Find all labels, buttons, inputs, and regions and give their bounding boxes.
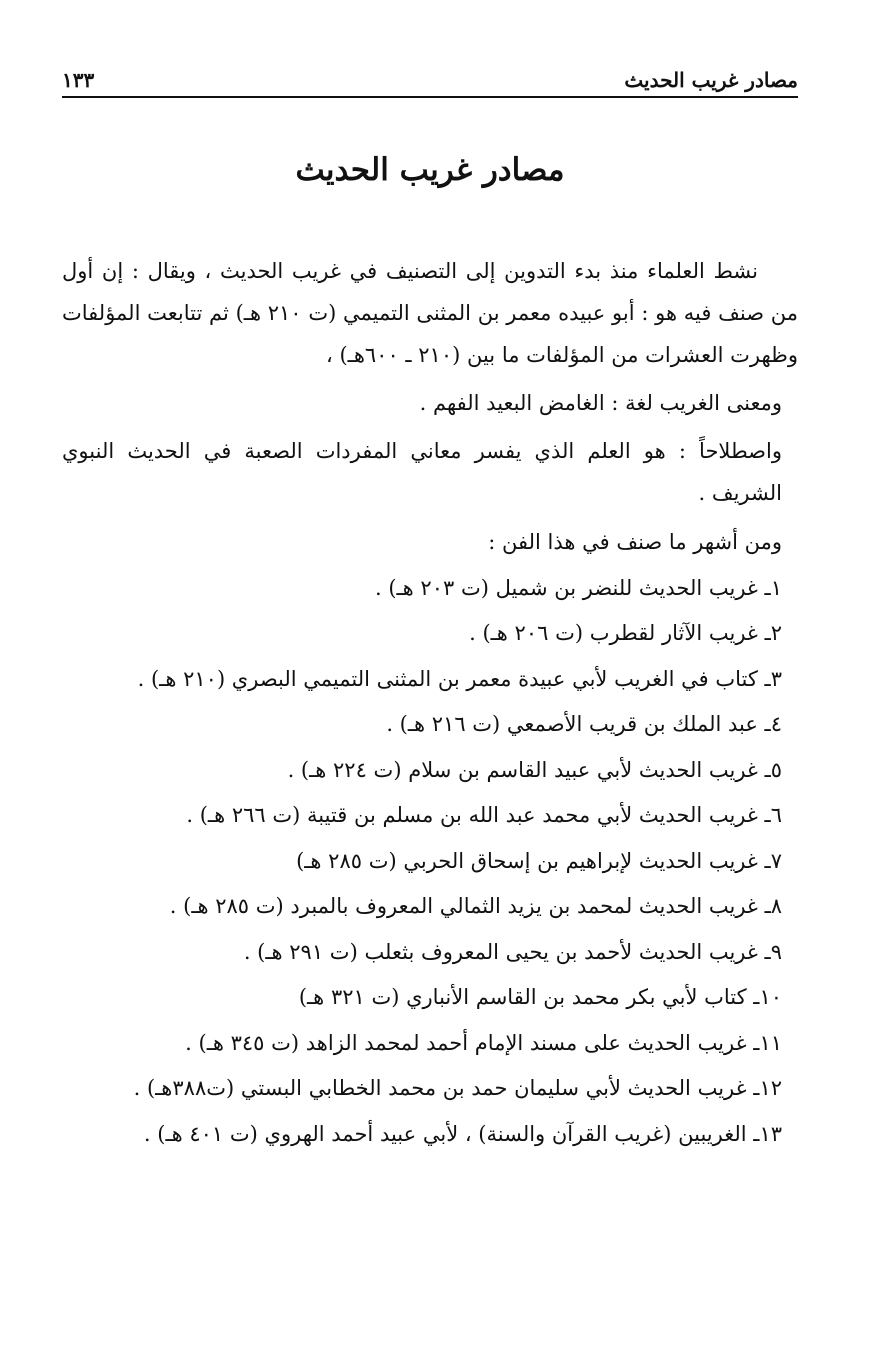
list-item: ١ـ غريب الحديث للنضر بن شميل (ت ٢٠٣ هـ) . xyxy=(374,575,782,600)
intro-paragraph: نشط العلماء منذ بدء التدوين إلى التصنيف في غريب الحديث ، ويقال : إن أول من صنف فيه هو : أبو عبيده معمر بن المثنى التميمي (ت ٢١٠ هـ) ثم تتابعت المؤلفات وظهرت العشرات من المؤلفات ما بين (٢١٠ ـ ٦٠٠هـ) ، xyxy=(62,259,799,367)
meaning-term-paragraph: واصطلاحاً : هو العلم الذي يفسر معاني المفردات الصعبة في الحديث النبوي الشريف . xyxy=(62,439,782,505)
list-item: ٩ـ غريب الحديث لأحمد بن يحيى المعروف بثعلب (ت ٢٩١ هـ) . xyxy=(243,939,782,964)
list-item: ٦ـ غريب الحديث لأبي محمد عبد الله بن مسلم بن قتيبة (ت ٢٦٦ هـ) . xyxy=(186,803,782,827)
list-item: ٥ـ غريب الحديث لأبي عبيد القاسم بن سلام (ت ٢٢٤ هـ) . xyxy=(287,757,782,782)
page-number: ١٣٣ xyxy=(62,68,95,92)
running-header xyxy=(62,60,798,98)
page-title: مصادر غريب الحديث xyxy=(295,152,565,188)
running-title: مصادر غريب الحديث xyxy=(624,68,798,92)
meaning-lang-paragraph: ومعنى الغريب لغة : الغامض البعيد الفهم . xyxy=(419,391,782,415)
list-item: ١٢ـ غريب الحديث لأبي سليمان حمد بن محمد الخطابي البستي (ت٣٨٨هـ) . xyxy=(133,1076,782,1100)
list-intro: ومن أشهر ما صنف في هذا الفن : xyxy=(488,530,782,554)
list-item: ٧ـ غريب الحديث لإبراهيم بن إسحاق الحربي (ت ٢٨٥ هـ) xyxy=(296,848,782,873)
list-item: ١١ـ غريب الحديث على مسند الإمام أحمد لمحمد الزاهد (ت ٣٤٥ هـ) . xyxy=(185,1030,782,1055)
page-body xyxy=(62,250,798,1157)
list-item: ١٣ـ الغريبين (غريب القرآن والسنة) ، لأبي عبيد أحمد الهروي (ت ٤٠١ هـ) . xyxy=(143,1121,782,1146)
list-item: ٢ـ غريب الآثار لقطرب (ت ٢٠٦ هـ) . xyxy=(469,621,782,645)
list-item: ١٠ـ كتاب لأبي بكر محمد بن القاسم الأنباري (ت ٣٢١ هـ) xyxy=(298,985,782,1009)
sources-list xyxy=(62,566,798,1158)
list-item: ٨ـ غريب الحديث لمحمد بن يزيد الثمالي المعروف بالمبرد (ت ٢٨٥ هـ) . xyxy=(169,894,782,918)
list-item: ٣ـ كتاب في الغريب لأبي عبيدة معمر بن المثنى التميمي البصري (٢١٠ هـ) . xyxy=(137,666,782,691)
list-item: ٤ـ عبد الملك بن قريب الأصمعي (ت ٢١٦ هـ) . xyxy=(386,712,782,736)
